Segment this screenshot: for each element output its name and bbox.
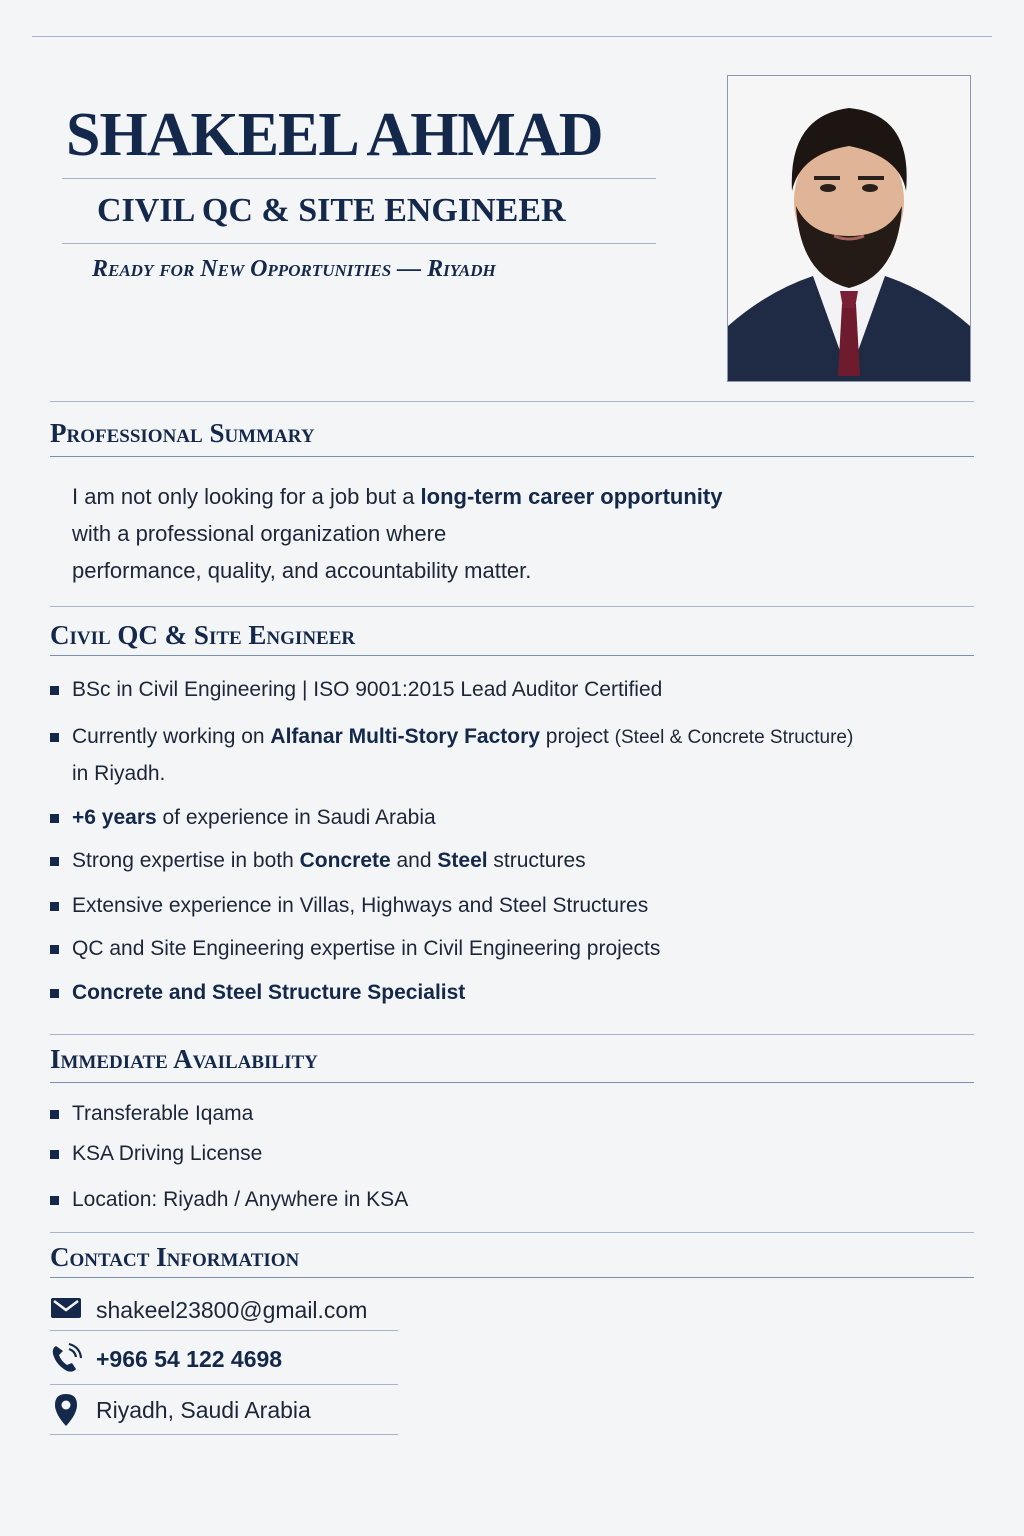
summary-line-3: performance, quality, and accountability matter. (72, 558, 532, 583)
job-title: CIVIL QC & SITE ENGINEER (97, 192, 566, 229)
summary-text (72, 478, 872, 589)
map-pin-icon (50, 1392, 82, 1433)
envelope-icon (50, 1292, 82, 1329)
phone-icon (50, 1341, 82, 1380)
title-rule (62, 243, 656, 244)
tagline: Ready for New Opportunities — Riyadh (92, 256, 496, 282)
location-value: Riyadh, Saudi Arabia (96, 1397, 311, 1423)
contact-divider-1 (50, 1330, 398, 1331)
email-value[interactable]: shakeel23800@gmail.com (96, 1297, 368, 1323)
bullet-marker (50, 1110, 59, 1119)
summary-highlight: long-term career opportunity (420, 484, 723, 509)
top-rule (32, 36, 992, 37)
summary-top-rule (50, 401, 974, 402)
candidate-name: SHAKEEL AHMAD (66, 101, 603, 169)
profile-bottom-rule (50, 655, 974, 656)
bullet-marker (50, 686, 59, 695)
contact-divider-2 (50, 1384, 398, 1385)
bullet-marker (50, 902, 59, 911)
summary-line-1: I am not only looking for a job but a long-term career opportunity (72, 484, 723, 509)
availability-heading: Immediate Availability (50, 1044, 318, 1074)
profile-heading: Civil QC & Site Engineer (50, 620, 356, 650)
contact-bottom-rule (50, 1277, 974, 1278)
bullet-marker (50, 989, 59, 998)
contact-heading: Contact Information (50, 1242, 300, 1272)
phone-value[interactable]: +966 54 122 4698 (96, 1346, 283, 1372)
summary-line-2: with a professional organization where (72, 521, 447, 546)
bullet-marker (50, 945, 59, 954)
bullet-marker (50, 814, 59, 823)
bullet-marker (50, 857, 59, 866)
summary-bottom-rule (50, 456, 974, 457)
profile-photo (727, 75, 971, 382)
availability-top-rule (50, 1034, 974, 1035)
bullet-marker (50, 733, 59, 742)
bullet-marker (50, 1150, 59, 1159)
name-rule (62, 178, 656, 179)
bullet-marker (50, 1196, 59, 1205)
contact-top-rule (50, 1232, 974, 1233)
profile-top-rule (50, 606, 974, 607)
availability-bottom-rule (50, 1082, 974, 1083)
summary-heading: Professional Summary (50, 418, 315, 448)
contact-divider-3 (50, 1434, 398, 1435)
